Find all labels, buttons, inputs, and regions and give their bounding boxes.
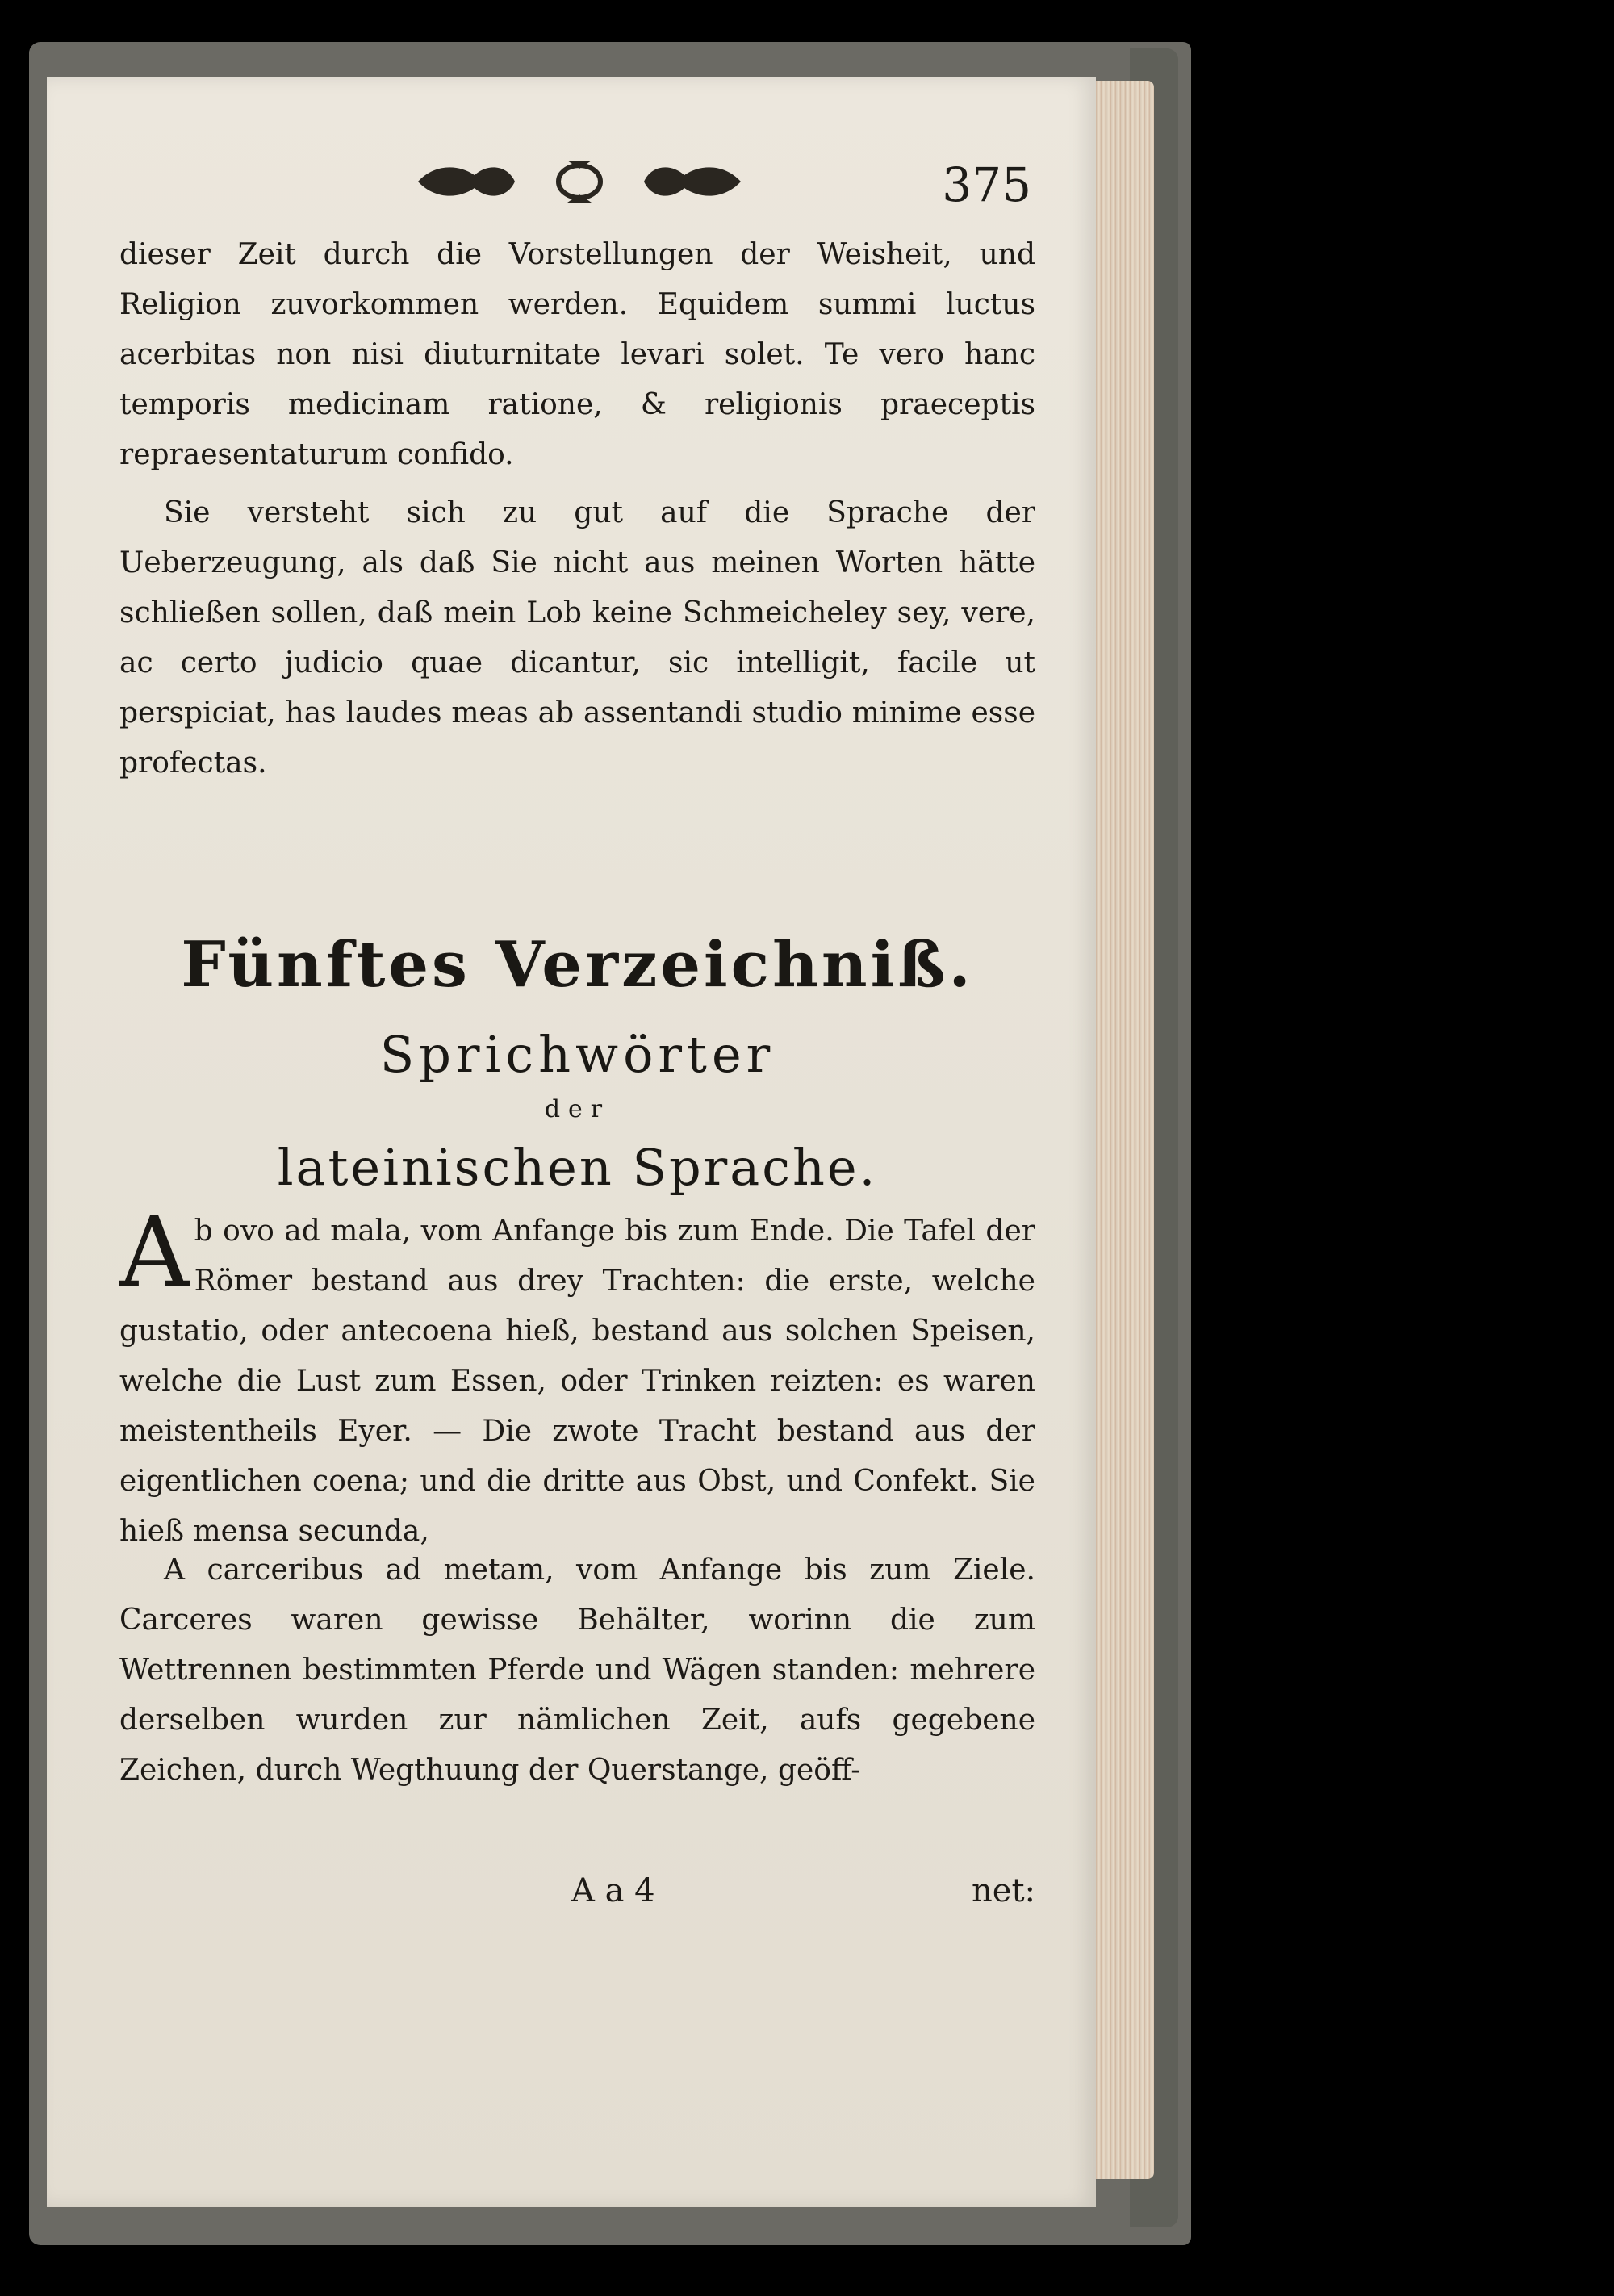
page-header <box>119 149 1031 222</box>
page-number: 375 <box>942 157 1031 212</box>
paragraph-3 <box>119 1197 1035 1557</box>
section-language: lateinischen Sprache. <box>277 1138 878 1197</box>
paragraph-4 <box>119 1545 1035 1796</box>
section-heading: Fünftes Verzeichniß. <box>181 928 974 1002</box>
paragraph-2 <box>119 488 1035 788</box>
paragraph-1 <box>119 230 1035 480</box>
paragraph-3-text: b ovo ad mala, vom Anfange bis zum Ende. Die Tafel der Römer bestand aus drey Trachten: die erste, welche gustatio, oder antecoena hieß, bestand aus solchen Speisen, welche die Lust zum Essen, oder Trinken reizten: es waren meistentheils Eyer. — Die zwote Tracht bestand aus der eigentlichen coena; und die dritte aus Obst, und Confekt. Sie hieß mensa secunda, <box>119 1215 1035 1548</box>
book-page <box>47 77 1096 2207</box>
section-subheading: Sprichwörter <box>379 1025 776 1084</box>
catchword: net: <box>972 1872 1035 1909</box>
paragraph-1-text: dieser Zeit durch die Vorstellungen der Weisheit, und Religion zuvorkommen werden. Equidem summi luctus acerbitas non nisi diuturnitate levari solet. Te vero hanc temporis medicinam ratione, & religionis praeceptis repraesentaturum confido. <box>119 238 1035 471</box>
signature-mark: A a 4 <box>571 1872 655 1909</box>
paragraph-2-text: Sie versteht sich zu gut auf die Sprache der Ueberzeugung, als daß Sie nicht aus meinen Worten hätte schließen sollen, daß mein Lob keine Schmeicheley sey, vere, ac certo judicio quae dicantur, sic intelligit, facile ut perspiciat, has laudes meas ab assentandi studio minime esse profectas. <box>119 496 1035 780</box>
section-article: der <box>544 1095 611 1123</box>
page-footer <box>119 1872 1035 1921</box>
fleuron-ornament-icon <box>410 157 749 206</box>
drop-cap: A <box>119 1197 190 1309</box>
paragraph-4-text: A carceribus ad metam, vom Anfange bis zum Ziele. Carceres waren gewisse Behälter, worinn die zum Wettrennen bestimmten Pferde und Wägen standen: mehrere derselben wurden zur nämlichen Zeit, aufs gegebene Zeichen, durch Wegthuung der Querstange, geöff- <box>119 1554 1035 1787</box>
